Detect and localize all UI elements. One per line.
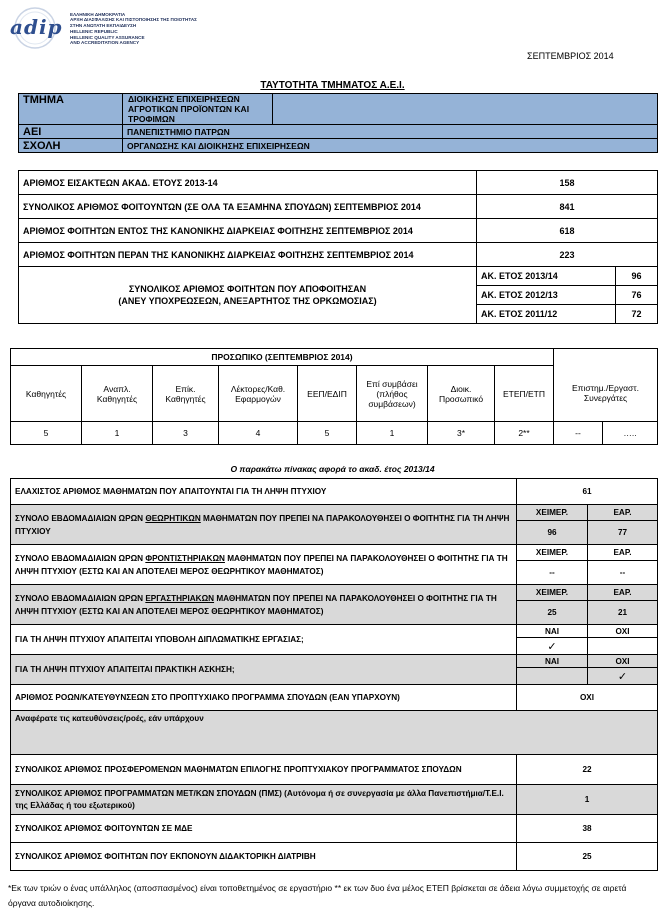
curriculum-row: [11, 545, 658, 561]
staff-header: Επίκ. Καθηγητές: [153, 366, 219, 422]
winter-label: ΧΕΙΜΕΡ.: [517, 505, 588, 521]
report-date: ΣΕΠΤΕΜΒΡΙΟΣ 2014: [527, 51, 614, 61]
students-row: [19, 195, 658, 219]
staff-values-row: [11, 422, 658, 445]
footnote: *Εκ των τριών ο ένας υπάλληλος (αποσπασμένος) είναι τοποθετημένος σε εργαστήριο ** εκ των δυο ένα μέλος ΕΤΕΠ βρίσκεται σε άδεια λόγω συμμετοχής σε αιρετά όργανα αυτοδιοίκησης.: [8, 883, 627, 908]
staff-title: ΠΡΟΣΩΠΙΚΟ (ΣΕΠΤΕΜΒΡΙΟΣ 2014): [11, 349, 554, 366]
students-label: ΑΡΙΘΜΟΣ ΕΙΣΑΚΤΕΩΝ ΑΚΑΔ. ΕΤΟΥΣ 2013-14: [19, 171, 477, 195]
curriculum-value: 61: [517, 479, 658, 505]
students-row: [19, 219, 658, 243]
winter-label: ΧΕΙΜΕΡ.: [517, 585, 588, 601]
pms-value: 1: [517, 785, 658, 815]
staff-value: --: [554, 422, 603, 445]
practice-yes-cell: [517, 668, 588, 685]
electives-label: ΣΥΝΟΛΙΚΟΣ ΑΡΙΘΜΟΣ ΠΡΟΣΦΕΡΟΜΕΝΩΝ ΜΑΘΗΜΑΤΩΝ ΕΠΙΛΟΓΗΣ ΠΡΟΠΤΥΧΙΑΚΟΥ ΠΡΟΓΡΑΜΜΑΤΟΣ ΣΠΟΥΔΩΝ: [11, 755, 517, 785]
students-value: 841: [477, 195, 658, 219]
graduates-year: ΑΚ. ΕΤΟΣ 2011/12: [477, 305, 616, 324]
staff-value: 1: [82, 422, 153, 445]
phd-label: ΣΥΝΟΛΙΚΟΣ ΑΡΙΘΜΟΣ ΦΟΙΤΗΤΩΝ ΠΟΥ ΕΚΠΟΝΟΥΝ ΔΙΔΑΚΤΟΡΙΚΗ ΔΙΑΤΡΙΒΗ: [11, 843, 517, 871]
staff-value: 5: [298, 422, 357, 445]
staff-header: Διοικ. Προσωπικό: [428, 366, 495, 422]
thesis-label: ΓΙΑ ΤΗ ΛΗΨΗ ΠΤΥΧΙΟΥ ΑΠΑΙΤΕΙΤΑΙ ΥΠΟΒΟΛΗ ΔΙΠΛΩΜΑΤΙΚΗΣ ΕΡΓΑΣΙΑΣ;: [11, 625, 517, 655]
table-note: Ο παρακάτω πίνακας αφορά το ακαδ. έτος 2013/14: [230, 464, 435, 474]
curriculum-label: ΣΥΝΟΛΟ ΕΒΔΟΜΑΔΙΑΙΩΝ ΩΡΩΝ ΘΕΩΡΗΤΙΚΩΝ ΜΑΘΗΜΑΤΩΝ ΠΟΥ ΠΡΕΠΕΙ ΝΑ ΠΑΡΑΚΟΛΟΥΘΗΣΕΙ Ο ΦΟΙΤΗΤΗΣ ΓΙΑ ΤΗ ΛΗΨΗ ΠΤΥΧΙΟΥ: [11, 505, 517, 545]
staff-header: Αναπλ. Καθηγητές: [82, 366, 153, 422]
staff-value: …..: [603, 422, 658, 445]
graduates-value: 76: [616, 286, 658, 305]
graduates-row: [19, 267, 658, 286]
practice-label: ΓΙΑ ΤΗ ΛΗΨΗ ΠΤΥΧΙΟΥ ΑΠΑΙΤΕΙΤΑΙ ΠΡΑΚΤΙΚΗ ΑΣΚΗΣΗ;: [11, 655, 517, 685]
staff-title-row: [11, 349, 658, 366]
winter-value: 25: [517, 601, 588, 625]
thesis-yes-check: ✓: [517, 638, 588, 655]
pms-label: ΣΥΝΟΛΙΚΟΣ ΑΡΙΘΜΟΣ ΠΡΟΓΡΑΜΜΑΤΩΝ ΜΕΤ/ΚΩΝ ΣΠΟΥΔΩΝ (ΠΜΣ) (Αυτόνομα ή σε συνεργασία με άλλα Πανεπιστήμια/Τ.Ε.Ι. της Ελλάδας ή του εξωτερικού): [11, 785, 517, 815]
students-label: ΑΡΙΘΜΟΣ ΦΟΙΤΗΤΩΝ ΕΝΤΟΣ ΤΗΣ ΚΑΝΟΝΙΚΗΣ ΔΙΑΡΚΕΙΑΣ ΦΟΙΤΗΣΗΣ ΣΕΠΤΕΜΒΡΙΟΣ 2014: [19, 219, 477, 243]
identity-row: [19, 94, 658, 125]
staff-value: 1: [357, 422, 428, 445]
curriculum-row: [11, 625, 658, 638]
logo: [8, 6, 62, 50]
yes-label: ΝΑΙ: [517, 655, 588, 668]
staff-header: Επιστημ./Εργαστ. Συνεργάτες: [554, 366, 658, 422]
org-name: ΕΛΛΗΝΙΚΗ ΔΗΜΟΚΡΑΤΙΑ ΑΡΧΗ ΔΙΑΣΦΑΛΙΣΗΣ ΚΑΙ ΠΙΣΤΟΠΟΙΗΣΗΣ ΤΗΣ ΠΟΙΟΤΗΤΑΣ ΣΤΗΝ ΑΝΩΤΑΤΗ ΕΚΠΑΙΔΕΥΣΗ HELLENIC REPUBLIC HELLENIC QUALITY ASSURANCE AND ACCREDITATION AGENCY: [70, 12, 197, 46]
students-row: [19, 171, 658, 195]
curriculum-row: [11, 655, 658, 668]
curriculum-row: [11, 755, 658, 785]
staff-header-row: [11, 366, 658, 422]
curriculum-row: [11, 505, 658, 521]
phd-value: 25: [517, 843, 658, 871]
staff-value: 3*: [428, 422, 495, 445]
practice-no-check: ✓: [588, 668, 658, 685]
identity-value: ΟΡΓΑΝΩΣΗΣ ΚΑΙ ΔΙΟΙΚΗΣΗΣ ΕΠΙΧΕΙΡΗΣΕΩΝ: [123, 139, 658, 153]
curriculum-row: [11, 815, 658, 843]
spring-value: 77: [588, 521, 658, 545]
students-value: 223: [477, 243, 658, 267]
graduates-value: 96: [616, 267, 658, 286]
staff-header: Λέκτορες/Καθ. Εφαρμογών: [219, 366, 298, 422]
identity-row: [19, 139, 658, 153]
identity-table: [18, 93, 658, 153]
staff-value: 2**: [495, 422, 554, 445]
staff-value: 4: [219, 422, 298, 445]
identity-row: [19, 125, 658, 139]
students-label: ΣΥΝΟΛΙΚΟΣ ΑΡΙΘΜΟΣ ΦΟΙΤΟΥΝΤΩΝ (ΣΕ ΟΛΑ ΤΑ ΕΞΑΜΗΝΑ ΣΠΟΥΔΩΝ) ΣΕΠΤΕΜΒΡΙΟΣ 2014: [19, 195, 477, 219]
curriculum-label: ΣΥΝΟΛΟ ΕΒΔΟΜΑΔΙΑΙΩΝ ΩΡΩΝ ΦΡΟΝΤΙΣΤΗΡΙΑΚΩΝ ΜΑΘΗΜΑΤΩΝ ΠΟΥ ΠΡΕΠΕΙ ΝΑ ΠΑΡΑΚΟΛΟΥΘΗΣΕΙ Ο ΦΟΙΤΗΤΗΣ ΓΙΑ ΤΗ ΛΗΨΗ ΠΤΥΧΙΟΥ (ΕΣΤΩ ΚΑΙ ΑΝ ΑΠΟΤΕΛΕΙ ΜΕΡΟΣ ΘΕΩΡΗΤΙΚΟΥ ΜΑΘΗΜΑΤΟΣ): [11, 545, 517, 585]
graduates-year: ΑΚ. ΕΤΟΣ 2012/13: [477, 286, 616, 305]
curriculum-row: [11, 711, 658, 755]
yes-label: ΝΑΙ: [517, 625, 588, 638]
streams-note: Αναφέρατε τις κατευθύνσεις/ροές, εάν υπάρχουν: [11, 711, 658, 755]
staff-value: 3: [153, 422, 219, 445]
graduates-value: 72: [616, 305, 658, 324]
winter-value: --: [517, 561, 588, 585]
identity-value: ΠΑΝΕΠΙΣΤΗΜΙΟ ΠΑΤΡΩΝ: [123, 125, 658, 139]
curriculum-row: [11, 843, 658, 871]
staff-table: [10, 348, 658, 445]
staff-header: ΕΕΠ/ΕΔΙΠ: [298, 366, 357, 422]
staff-header: ΕΤΕΠ/ΕΤΠ: [495, 366, 554, 422]
curriculum-row: [11, 785, 658, 815]
students-table: [18, 170, 658, 324]
curriculum-row: [11, 685, 658, 711]
graduates-label: ΣΥΝΟΛΙΚΟΣ ΑΡΙΘΜΟΣ ΦΟΙΤΗΤΩΝ ΠΟΥ ΑΠΟΦΟΙΤΗΣΑΝ (ΑΝΕΥ ΥΠΟΧΡΕΩΣΕΩΝ, ΑΝΕΞΑΡΤΗΤΟΣ ΤΗΣ ΟΡΚΩΜΟΣΙΑΣ): [19, 267, 477, 324]
curriculum-label: ΣΥΝΟΛΟ ΕΒΔΟΜΑΔΙΑΙΩΝ ΩΡΩΝ ΕΡΓΑΣΤΗΡΙΑΚΩΝ ΜΑΘΗΜΑΤΩΝ ΠΟΥ ΠΡΕΠΕΙ ΝΑ ΠΑΡΑΚΟΛΟΥΘΗΣΕΙ Ο ΦΟΙΤΗΤΗΣ ΓΙΑ ΤΗ ΛΗΨΗ ΠΤΥΧΙΟΥ (ΕΣΤΩ ΚΑΙ ΑΝ ΑΠΟΤΕΛΕΙ ΜΕΡΟΣ ΘΕΩΡΗΤΙΚΟΥ ΜΑΘΗΜΑΤΟΣ): [11, 585, 517, 625]
logo-text: adip: [10, 15, 63, 39]
spring-value: --: [588, 561, 658, 585]
students-label: ΑΡΙΘΜΟΣ ΦΟΙΤΗΤΩΝ ΠΕΡΑΝ ΤΗΣ ΚΑΝΟΝΙΚΗΣ ΔΙΑΡΚΕΙΑΣ ΦΟΙΤΗΣΗΣ ΣΕΠΤΕΜΒΡΙΟΣ 2014: [19, 243, 477, 267]
no-label: ΟΧΙ: [588, 625, 658, 638]
identity-value: ΔΙΟΙΚΗΣΗΣ ΕΠΙΧΕΙΡΗΣΕΩΝ ΑΓΡΟΤΙΚΩΝ ΠΡΟΪΟΝΤΩΝ ΚΑΙ ΤΡΟΦΙΜΩΝ: [123, 94, 273, 125]
identity-label: ΤΜΗΜΑ: [19, 94, 123, 125]
staff-header: Καθηγητές: [11, 366, 82, 422]
identity-label: ΑΕΙ: [19, 125, 123, 139]
students-value: 158: [477, 171, 658, 195]
spring-label: ΕΑΡ.: [588, 505, 658, 521]
staff-value: 5: [11, 422, 82, 445]
curriculum-row: [11, 585, 658, 601]
streams-label: ΑΡΙΘΜΟΣ ΡΟΩΝ/ΚΑΤΕΥΘΥΝΣΕΩΝ ΣΤΟ ΠΡΟΠΤΥΧΙΑΚΟ ΠΡΟΓΡΑΜΜΑ ΣΠΟΥΔΩΝ (ΕΑΝ ΥΠΑΡΧΟΥΝ): [11, 685, 517, 711]
students-row: [19, 243, 658, 267]
page-title: ΤΑΥΤΟΤΗΤΑ ΤΜΗΜΑΤΟΣ Α.Ε.Ι.: [260, 80, 405, 91]
no-label: ΟΧΙ: [588, 655, 658, 668]
staff-header: Επί συμβάσει (πλήθος συμβάσεων): [357, 366, 428, 422]
spring-value: 21: [588, 601, 658, 625]
winter-value: 96: [517, 521, 588, 545]
curriculum-table: [10, 478, 658, 871]
electives-value: 22: [517, 755, 658, 785]
curriculum-row: [11, 479, 658, 505]
streams-value: ΟΧΙ: [517, 685, 658, 711]
identity-label: ΣΧΟΛΗ: [19, 139, 123, 153]
mde-value: 38: [517, 815, 658, 843]
students-value: 618: [477, 219, 658, 243]
graduates-year: ΑΚ. ΕΤΟΣ 2013/14: [477, 267, 616, 286]
spring-label: ΕΑΡ.: [588, 545, 658, 561]
curriculum-label: ΕΛΑΧΙΣΤΟΣ ΑΡΙΘΜΟΣ ΜΑΘΗΜΑΤΩΝ ΠΟΥ ΑΠΑΙΤΟΥΝΤΑΙ ΓΙΑ ΤΗ ΛΗΨΗ ΠΤΥΧΙΟΥ: [11, 479, 517, 505]
winter-label: ΧΕΙΜΕΡ.: [517, 545, 588, 561]
mde-label: ΣΥΝΟΛΙΚΟΣ ΑΡΙΘΜΟΣ ΦΟΙΤΟΥΝΤΩΝ ΣΕ ΜΔΕ: [11, 815, 517, 843]
thesis-no-cell: [588, 638, 658, 655]
spring-label: ΕΑΡ.: [588, 585, 658, 601]
